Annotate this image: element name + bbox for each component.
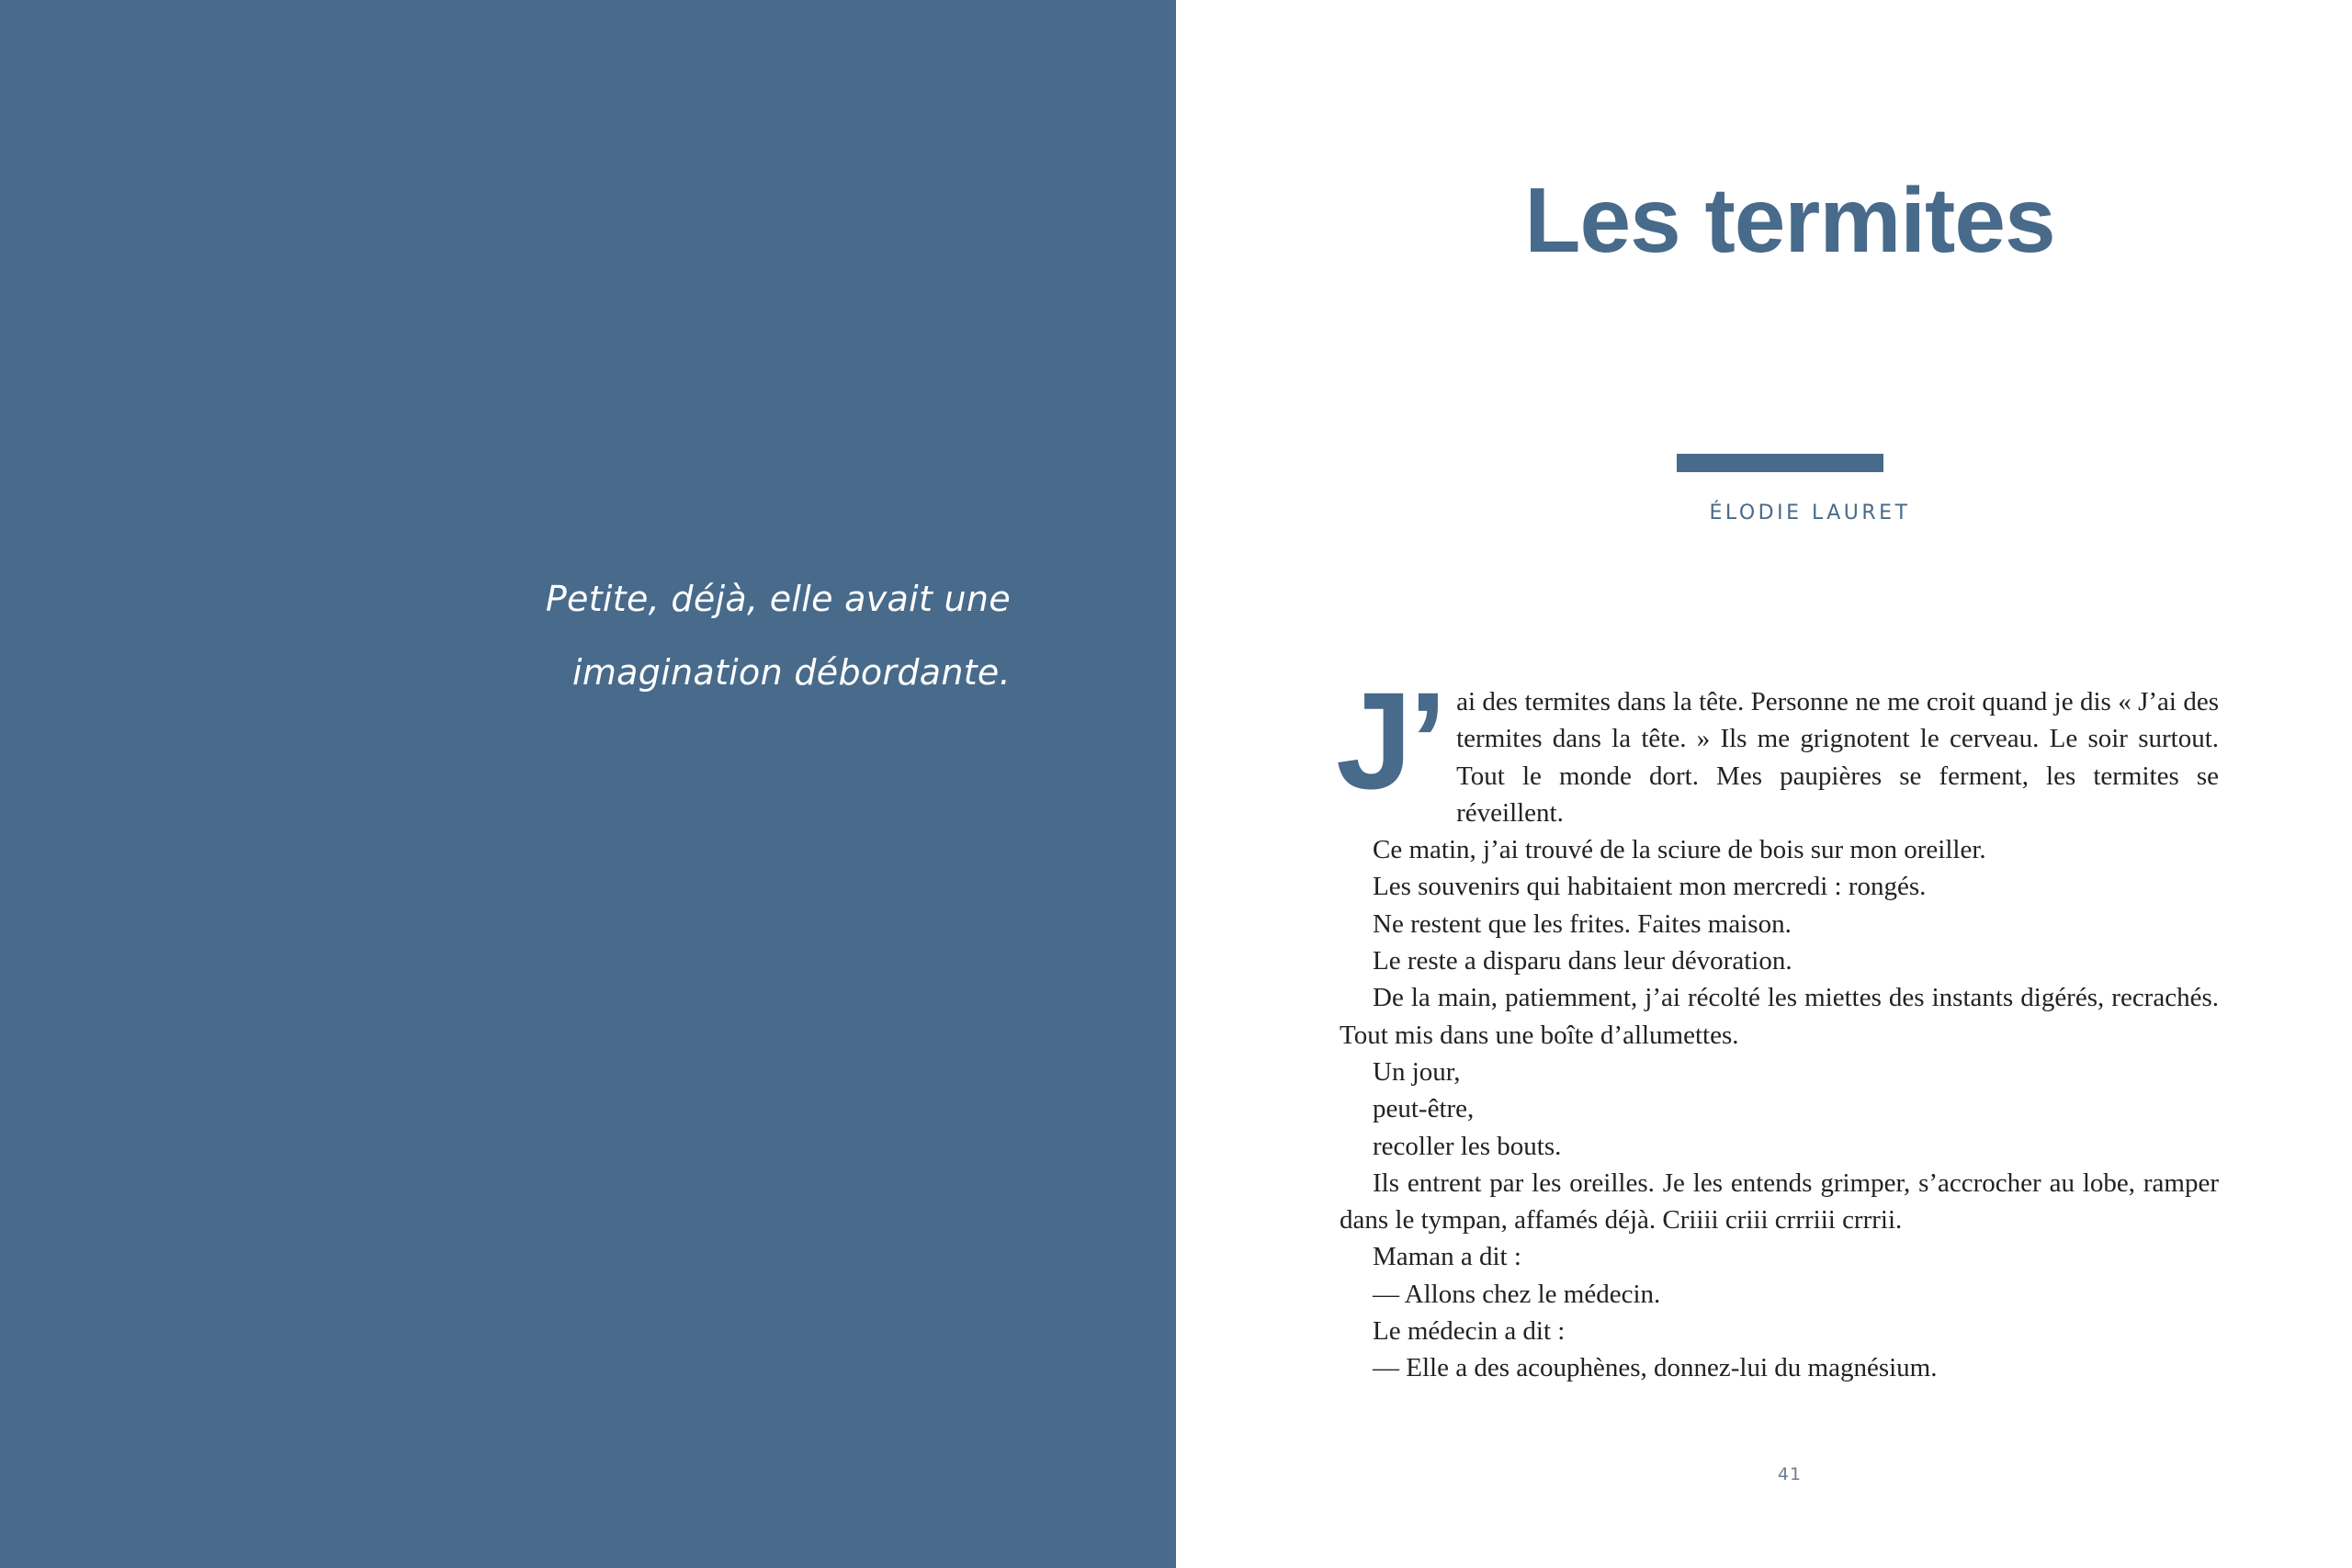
- chapter-title: Les termites: [1524, 169, 2055, 272]
- dialogue-line: — Allons chez le médecin.: [1373, 1279, 1661, 1309]
- paragraph-text: ai des termites dans la tête. Personne ne me croit quand je dis « J’ai des termites dans la tête. » Ils me grignotent le cerveau. Le soir surtout. Tout le monde dort. Mes paupières se ferment, les termites se réveillent.: [1456, 687, 2219, 828]
- paragraph: Le reste a disparu dans leur dévoration.: [1373, 946, 1792, 976]
- paragraph: Maman a dit :: [1373, 1242, 1521, 1272]
- paragraph: De la main, patiemment, j’ai récolté les miettes des instants digérés, recrachés. Tout mis dans une boîte d’allumettes.: [1340, 983, 2219, 1050]
- paragraph: Ils entrent par les oreilles. Je les entends grimper, s’accrocher au lobe, ramper dans le tympan, affamés déjà. Criiii criii crrriii crrrii.: [1340, 1168, 2219, 1235]
- author-name: ÉLODIE LAURET: [1709, 502, 1911, 525]
- pull-quote-line: Petite, déjà, elle avait une: [545, 579, 1011, 619]
- paragraph: Les souvenirs qui habitaient mon mercredi : rongés.: [1373, 872, 1927, 902]
- right-page: [1176, 0, 2352, 1568]
- paragraph: recoller les bouts.: [1373, 1131, 1562, 1161]
- paragraph: Un jour,: [1373, 1056, 1461, 1087]
- story-body: [1336, 663, 2219, 1387]
- paragraph: peut-être,: [1373, 1094, 1475, 1124]
- title-divider: [1677, 454, 1883, 472]
- paragraph: Le médecin a dit :: [1373, 1316, 1566, 1347]
- page-number: 41: [1777, 1464, 1803, 1484]
- paragraph: [1336, 663, 2219, 831]
- paragraph: Ce matin, j’ai trouvé de la sciure de bois sur mon oreiller.: [1373, 835, 1986, 865]
- pull-quote-line: imagination débordante.: [571, 652, 1011, 693]
- paragraph: Ne restent que les frites. Faites maison.: [1373, 908, 1792, 939]
- dialogue-line: — Elle a des acouphènes, donnez-lui du magnésium.: [1373, 1353, 1938, 1383]
- drop-cap: J’: [1336, 663, 1444, 818]
- pull-quote: [459, 562, 1011, 709]
